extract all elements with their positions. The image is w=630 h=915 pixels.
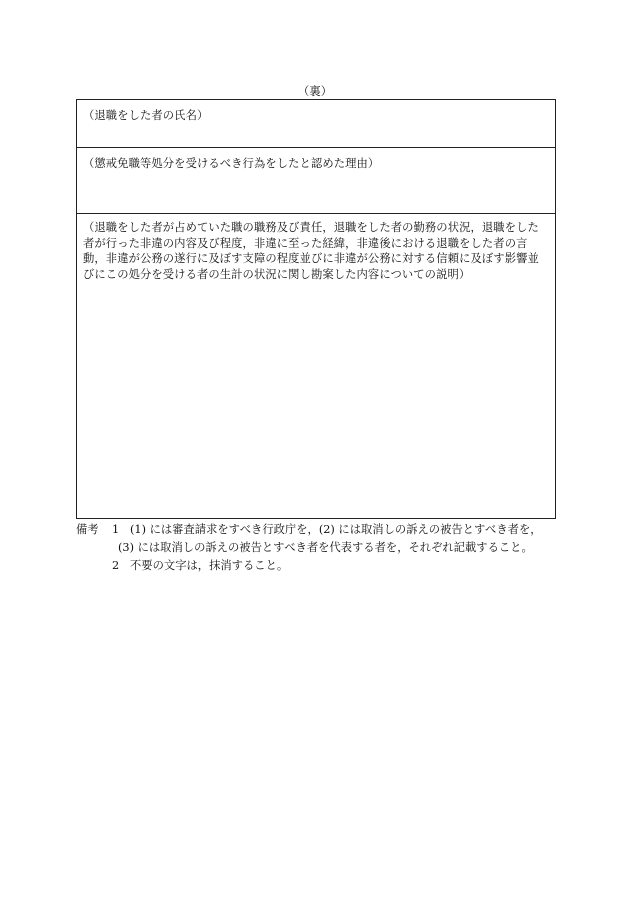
page-side-label: （裏） (297, 84, 333, 98)
remarks-row-3 (76, 557, 576, 575)
note-1-text-line2: (3) には取消しの訴えの被告とすべき者を代表する者を，それぞれ記載すること。 (118, 541, 533, 554)
disciplinary-reason-field[interactable] (77, 147, 555, 213)
remarks-block (76, 521, 576, 575)
note-2-text: 不要の文字は，抹消すること。 (130, 559, 289, 572)
considerations-explanation-field[interactable] (77, 213, 555, 518)
remarks-row-2 (76, 539, 576, 557)
disciplinary-reason-label: （懲戒免職等処分を受けるべき行為をしたと認めた理由） (83, 157, 380, 170)
note-2-number: 2 (112, 559, 120, 572)
note-1-number: 1 (112, 523, 120, 536)
remarks-row-1 (76, 521, 576, 539)
form-table (76, 99, 556, 519)
retiree-name-label: （退職をした者の氏名） (83, 109, 209, 122)
note-1-text-line1: (1) には審査請求をすべき行政庁を，(2) には取消しの訴えの被告とすべき者を， (130, 523, 542, 536)
remarks-heading: 備考 (76, 523, 99, 536)
considerations-explanation-label: （退職をした者が占めていた職の職務及び責任，退職をした者の勤務の状況，退職をした者が行った非違の内容及び程度，非違に至った経緯，非違後における退職をした者の言動，非違が公務の遂行に及ぼす支障の程度並びに非違が公務に対する信頼に及ぼす影響並びにこの処分を受ける者の生計の状況に関し勘案した内容についての説明） (83, 221, 539, 281)
retiree-name-field[interactable] (77, 100, 555, 147)
